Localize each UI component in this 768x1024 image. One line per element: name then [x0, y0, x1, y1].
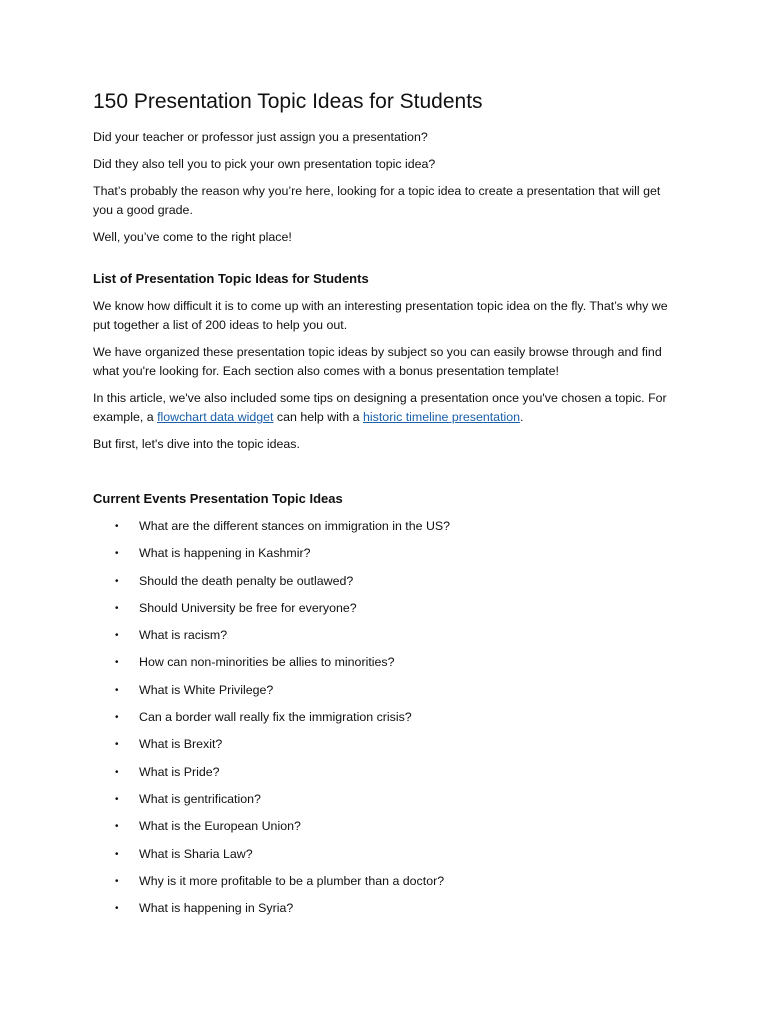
- list-item-text: What is Brexit?: [139, 737, 223, 752]
- list-item: [93, 626, 683, 645]
- list-item: [93, 845, 683, 864]
- list-item-text: Should University be free for everyone?: [139, 600, 357, 615]
- paragraph-text: .: [520, 410, 524, 424]
- current-events-list: [93, 517, 683, 918]
- list-item-text: Can a border wall really fix the immigration crisis?: [139, 710, 412, 725]
- flowchart-data-widget-link[interactable]: flowchart data widget: [157, 410, 274, 424]
- list-item: [93, 817, 683, 836]
- list-item: [93, 872, 683, 891]
- bullet-icon: •: [115, 848, 119, 860]
- list-item: [93, 708, 683, 727]
- list-item: [93, 572, 683, 591]
- list-item-text: What is racism?: [139, 628, 228, 643]
- list-item: [93, 681, 683, 700]
- intro-paragraph-4: Well, you’ve come to the right place!: [93, 230, 292, 244]
- bullet-icon: •: [115, 548, 119, 560]
- list-item: [93, 763, 683, 782]
- list-item-text: What is Pride?: [139, 764, 220, 779]
- list-paragraph-4: But first, let's dive into the topic ideas.: [93, 437, 300, 451]
- bullet-icon: •: [115, 684, 119, 696]
- bullet-icon: •: [115, 739, 119, 751]
- list-item: [93, 544, 683, 563]
- spacer: [93, 255, 683, 269]
- paragraph-text: can help with a: [273, 410, 364, 424]
- bullet-icon: •: [115, 521, 119, 532]
- document-page: [93, 88, 683, 926]
- list-item-text: How can non-minorities be allies to minorities?: [139, 655, 395, 670]
- bullet-icon: •: [115, 575, 119, 587]
- list-paragraph-1: We know how difficult it is to come up with an interesting presentation topic idea on the fly. That’s why we put together a list of 200 ideas to help you out.: [93, 299, 668, 332]
- list-item: [93, 735, 683, 754]
- spacer: [93, 462, 683, 489]
- bullet-icon: •: [115, 712, 119, 724]
- bullet-icon: •: [115, 875, 119, 887]
- page-title: 150 Presentation Topic Ideas for Students: [93, 90, 483, 113]
- paragraph-text: In this article, we've also included some tips on designing a presentation once you've chosen a topic. For example, a: [93, 391, 667, 424]
- list-item-text: Why is it more profitable to be a plumber than a doctor?: [139, 873, 445, 888]
- list-paragraph-2: We have organized these presentation topic ideas by subject so you can easily browse through and find what you're looking for. Each section also comes with a bonus presentation template!: [93, 345, 662, 378]
- bullet-icon: •: [115, 630, 119, 642]
- bullet-icon: •: [115, 766, 119, 778]
- list-item: [93, 517, 683, 536]
- bullet-icon: •: [115, 602, 119, 614]
- intro-paragraph-2: Did they also tell you to pick your own presentation topic idea?: [93, 157, 436, 171]
- list-item-text: What is happening in Syria?: [139, 901, 294, 916]
- bullet-icon: •: [115, 821, 119, 833]
- current-events-heading: Current Events Presentation Topic Ideas: [93, 491, 343, 506]
- intro-paragraph-3: That’s probably the reason why you’re here, looking for a topic idea to create a presentation that will get you a good grade.: [93, 184, 661, 217]
- intro-paragraph-1: Did your teacher or professor just assign you a presentation?: [93, 130, 428, 144]
- bullet-icon: •: [115, 793, 119, 805]
- list-item-text: What are the different stances on immigration in the US?: [139, 519, 451, 533]
- list-item-text: What is happening in Kashmir?: [139, 546, 311, 561]
- list-item: [93, 599, 683, 618]
- list-item-text: Should the death penalty be outlawed?: [139, 573, 354, 588]
- bullet-icon: •: [115, 657, 119, 669]
- historic-timeline-presentation-link[interactable]: historic timeline presentation: [363, 410, 521, 424]
- list-item: [93, 653, 683, 672]
- list-section-heading: List of Presentation Topic Ideas for Students: [93, 271, 369, 286]
- list-item-text: What is gentrification?: [139, 791, 261, 806]
- list-paragraph-3: [93, 389, 683, 427]
- list-item-text: What is Sharia Law?: [139, 846, 253, 861]
- list-item-text: What is White Privilege?: [139, 682, 274, 697]
- list-item: [93, 899, 683, 918]
- bullet-icon: •: [115, 903, 119, 915]
- list-item: [93, 790, 683, 809]
- list-item-text: What is the European Union?: [139, 819, 301, 834]
